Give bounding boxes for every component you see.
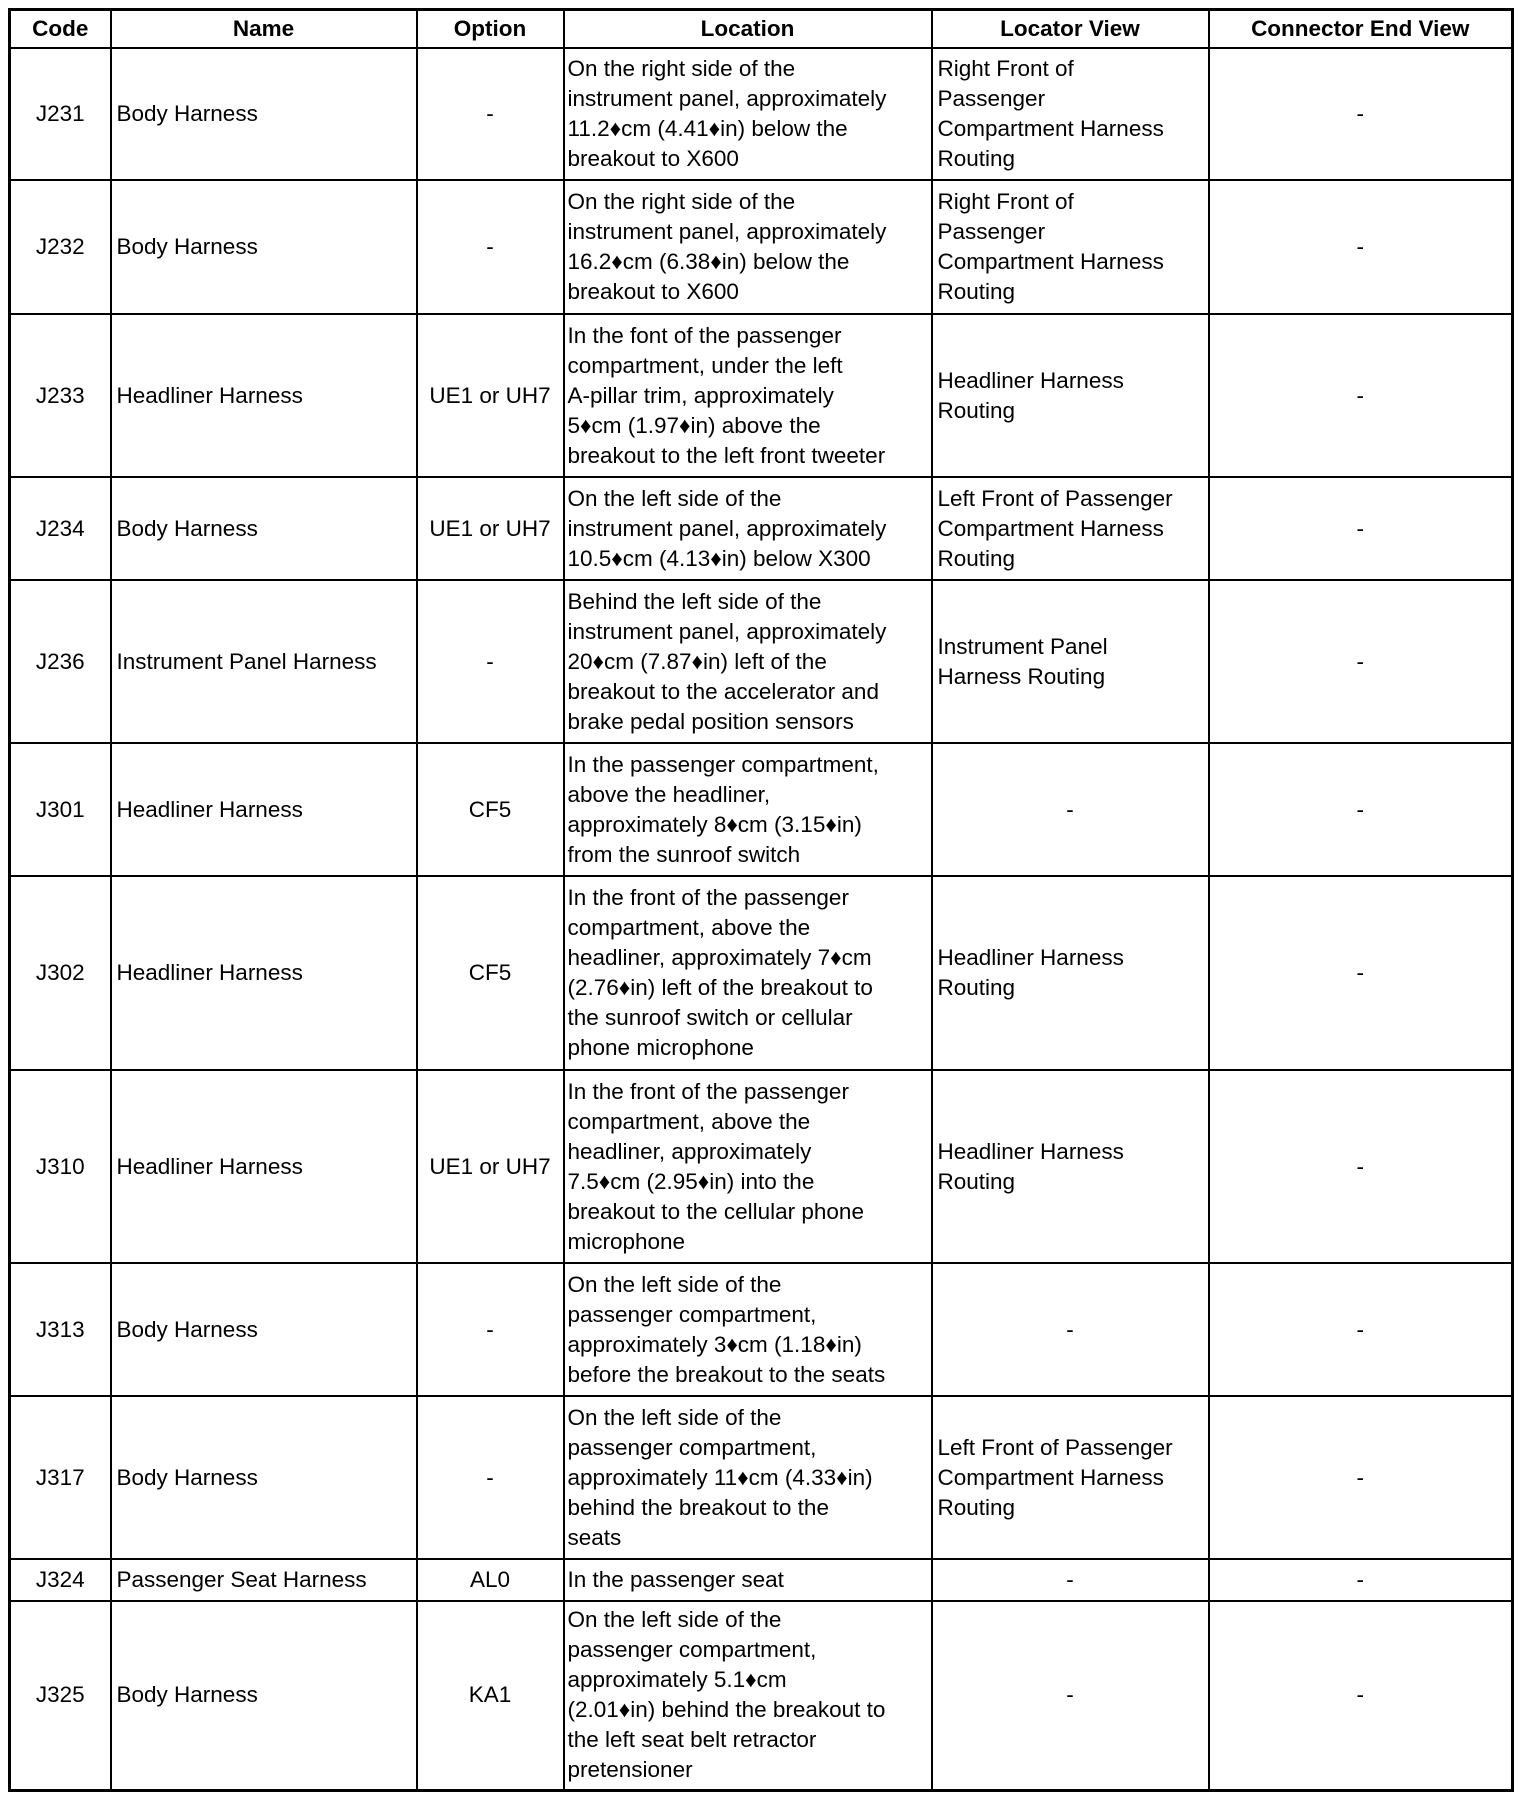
cell-location: In the font of the passenger compartment, under the left A-pillar trim, approximately 5♦cm (1.97♦in) above the breakout to the left front tweeter — [564, 314, 932, 477]
cell-location: On the left side of the passenger compartment, approximately 5.1♦cm (2.01♦in) behind the breakout to the left seat belt retractor pretensioner — [564, 1601, 932, 1790]
cell-locator-view: Left Front of Passenger Compartment Harness Routing — [932, 1396, 1209, 1559]
cell-locator-view: Headliner Harness Routing — [932, 314, 1209, 477]
cell-connector-end-view: - — [1209, 1559, 1513, 1601]
table-row — [10, 743, 1513, 876]
cell-name: Headliner Harness — [111, 1070, 417, 1263]
table-row — [10, 1263, 1513, 1396]
cell-option: - — [417, 580, 564, 743]
cell-connector-end-view: - — [1209, 1396, 1513, 1559]
cell-connector-end-view: - — [1209, 180, 1513, 314]
table-row — [10, 1070, 1513, 1263]
table-row — [10, 580, 1513, 743]
header-code: Code — [10, 10, 111, 49]
cell-code: J325 — [10, 1601, 111, 1790]
cell-code: J313 — [10, 1263, 111, 1396]
cell-connector-end-view: - — [1209, 1070, 1513, 1263]
cell-name: Body Harness — [111, 1263, 417, 1396]
cell-name: Instrument Panel Harness — [111, 580, 417, 743]
cell-location: Behind the left side of the instrument panel, approximately 20♦cm (7.87♦in) left of the breakout to the accelerator and brake pedal position sensors — [564, 580, 932, 743]
cell-location: In the passenger compartment, above the headliner, approximately 8♦cm (3.15♦in) from the sunroof switch — [564, 743, 932, 876]
table-row — [10, 48, 1513, 180]
cell-name: Body Harness — [111, 48, 417, 180]
cell-option: UE1 or UH7 — [417, 477, 564, 580]
table-row — [10, 1559, 1513, 1601]
header-connector-end-view: Connector End View — [1209, 10, 1513, 49]
cell-connector-end-view: - — [1209, 580, 1513, 743]
cell-option: - — [417, 1263, 564, 1396]
cell-option: KA1 — [417, 1601, 564, 1790]
table-row — [10, 876, 1513, 1070]
cell-name: Headliner Harness — [111, 743, 417, 876]
cell-locator-view: - — [932, 1263, 1209, 1396]
cell-connector-end-view: - — [1209, 477, 1513, 580]
cell-name: Body Harness — [111, 1396, 417, 1559]
cell-connector-end-view: - — [1209, 876, 1513, 1070]
cell-location: On the left side of the passenger compartment, approximately 11♦cm (4.33♦in) behind the breakout to the seats — [564, 1396, 932, 1559]
cell-code: J232 — [10, 180, 111, 314]
header-location: Location — [564, 10, 932, 49]
cell-name: Body Harness — [111, 1601, 417, 1790]
cell-connector-end-view: - — [1209, 743, 1513, 876]
cell-code: J301 — [10, 743, 111, 876]
cell-option: - — [417, 1396, 564, 1559]
table-row — [10, 314, 1513, 477]
cell-connector-end-view: - — [1209, 1263, 1513, 1396]
cell-option: - — [417, 180, 564, 314]
cell-locator-view: Instrument Panel Harness Routing — [932, 580, 1209, 743]
cell-locator-view: Right Front of Passenger Compartment Harness Routing — [932, 180, 1209, 314]
cell-code: J302 — [10, 876, 111, 1070]
cell-name: Headliner Harness — [111, 314, 417, 477]
cell-name: Passenger Seat Harness — [111, 1559, 417, 1601]
cell-name: Body Harness — [111, 180, 417, 314]
cell-option: - — [417, 48, 564, 180]
cell-option: CF5 — [417, 743, 564, 876]
cell-code: J317 — [10, 1396, 111, 1559]
cell-location: In the front of the passenger compartment, above the headliner, approximately 7♦cm (2.76♦in) left of the breakout to the sunroof switch or cellular phone microphone — [564, 876, 932, 1070]
cell-connector-end-view: - — [1209, 314, 1513, 477]
cell-connector-end-view: - — [1209, 1601, 1513, 1790]
cell-locator-view: Headliner Harness Routing — [932, 1070, 1209, 1263]
cell-locator-view: - — [932, 1559, 1209, 1601]
cell-location: In the front of the passenger compartment, above the headliner, approximately 7.5♦cm (2.95♦in) into the breakout to the cellular phone microphone — [564, 1070, 932, 1263]
table-row — [10, 1396, 1513, 1559]
cell-name: Headliner Harness — [111, 876, 417, 1070]
cell-location: On the left side of the passenger compartment, approximately 3♦cm (1.18♦in) before the breakout to the seats — [564, 1263, 932, 1396]
header-row — [10, 10, 1513, 49]
cell-code: J234 — [10, 477, 111, 580]
header-option: Option — [417, 10, 564, 49]
table-row — [10, 1601, 1513, 1790]
cell-code: J233 — [10, 314, 111, 477]
cell-option: UE1 or UH7 — [417, 1070, 564, 1263]
table-row — [10, 180, 1513, 314]
header-locator-view: Locator View — [932, 10, 1209, 49]
cell-locator-view: - — [932, 1601, 1209, 1790]
cell-locator-view: Headliner Harness Routing — [932, 876, 1209, 1070]
cell-code: J236 — [10, 580, 111, 743]
cell-code: J231 — [10, 48, 111, 180]
cell-name: Body Harness — [111, 477, 417, 580]
connector-table — [8, 8, 1514, 1792]
cell-code: J310 — [10, 1070, 111, 1263]
cell-locator-view: Left Front of Passenger Compartment Harness Routing — [932, 477, 1209, 580]
cell-connector-end-view: - — [1209, 48, 1513, 180]
cell-location: On the left side of the instrument panel, approximately 10.5♦cm (4.13♦in) below X300 — [564, 477, 932, 580]
cell-locator-view: Right Front of Passenger Compartment Harness Routing — [932, 48, 1209, 180]
cell-location: On the right side of the instrument panel, approximately 16.2♦cm (6.38♦in) below the breakout to X600 — [564, 180, 932, 314]
cell-location: In the passenger seat — [564, 1559, 932, 1601]
cell-location: On the right side of the instrument panel, approximately 11.2♦cm (4.41♦in) below the breakout to X600 — [564, 48, 932, 180]
cell-locator-view: - — [932, 743, 1209, 876]
cell-option: UE1 or UH7 — [417, 314, 564, 477]
cell-code: J324 — [10, 1559, 111, 1601]
table-row — [10, 477, 1513, 580]
cell-option: AL0 — [417, 1559, 564, 1601]
cell-option: CF5 — [417, 876, 564, 1070]
header-name: Name — [111, 10, 417, 49]
